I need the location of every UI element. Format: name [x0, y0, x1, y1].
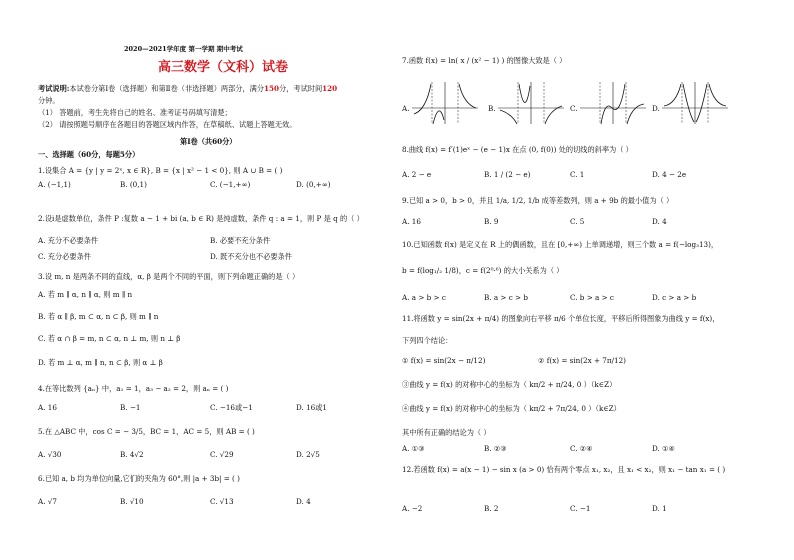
q11-option-d[interactable]: D. ①④ — [652, 444, 675, 453]
q5-option-d[interactable]: D. 2√5 — [296, 450, 320, 459]
volume-heading: 第Ⅰ卷（共60分） — [180, 137, 237, 146]
q7-stem: 7.函数 f(x) = ln( x / (x² − 1) ) 的图像大致是（ ） — [402, 56, 567, 65]
q2-option-c[interactable]: C. 充分必要条件 — [38, 252, 91, 261]
q7-option-d[interactable]: D. — [652, 104, 660, 113]
q8-option-b[interactable]: B. 1 / (2 − e) — [484, 170, 531, 179]
q4-option-c[interactable]: C. −16或−1 — [210, 403, 253, 412]
q1-option-b[interactable]: B. (0,1) — [120, 180, 147, 189]
q12-option-d[interactable]: D. 1 — [652, 504, 667, 513]
instructions-label: 考试说明: — [38, 84, 70, 93]
q11-statement-2: ② f(x) = sin(2x + 7π/12) — [538, 356, 626, 365]
q10-option-a[interactable]: A. a > b > c — [402, 293, 446, 302]
q12-option-c[interactable]: C. −1 — [570, 504, 591, 513]
q9-option-c[interactable]: C. 5 — [570, 217, 585, 226]
q4-option-a[interactable]: A. 16 — [38, 403, 57, 412]
q10-option-b[interactable]: B. a > c > b — [484, 293, 528, 302]
q6-option-b[interactable]: B. √10 — [120, 497, 144, 506]
q8-stem: 8.曲线 f(x) = f′(1)eˣ − (e − 1)x 在点 (0, f(0)) 处的切线的斜率为（ ） — [402, 145, 633, 154]
full-score: 150 — [264, 84, 280, 93]
q8-option-c[interactable]: C. 1 — [570, 170, 585, 179]
q11-option-a[interactable]: A. ①③ — [402, 444, 425, 453]
q11-option-b[interactable]: B. ②③ — [484, 444, 507, 453]
q10-option-c[interactable]: C. b > a > c — [570, 293, 614, 302]
q10-stem: 10.已知函数 f(x) 是定义在 R 上的偶函数，且在 [0,+∞) 上单调递增，则三个数 a = f(−log₃13)， — [402, 240, 719, 249]
q12-option-a[interactable]: A. −2 — [402, 504, 423, 513]
q1-stem: 1.设集合 A = {y | y = 2ˣ, x ∈ R}, B = {x | x² − 1 < 0}, 则 A ∪ B = ( ) — [38, 166, 283, 175]
q6-option-d[interactable]: D. 4 — [296, 497, 311, 506]
q11-statement-1: ① f(x) = sin(2x − π/12) — [402, 356, 486, 365]
q11-stem-2: 下列四个结论： — [402, 336, 453, 345]
q8-option-a[interactable]: A. 2 − e — [402, 170, 432, 179]
q4-stem: 4.在等比数列 {aₙ} 中，a₁ = 1，a₃ − a₂ = 2，则 aₙ = ( ) — [38, 384, 229, 393]
q5-option-a[interactable]: A. √30 — [38, 450, 62, 459]
q3-option-a[interactable]: A. 若 m ∥ α, n ∥ α, 则 m ∥ n — [38, 290, 133, 299]
q11-stem: 11.将函数 y = sin(2x + π/4) 的图象向右平移 π/6 个单位长度，平移后所得图象为曲线 y = f(x)， — [402, 314, 720, 323]
q9-option-d[interactable]: D. 4 — [652, 217, 667, 226]
q12-option-b[interactable]: B. 2 — [484, 504, 499, 513]
q7-graph-c[interactable] — [580, 80, 646, 126]
q11-option-c[interactable]: C. ②④ — [570, 444, 593, 453]
q2-option-d[interactable]: D. 既不充分也不必要条件 — [210, 252, 292, 261]
instructions-line-2: 分钟。 — [38, 96, 60, 105]
q9-option-b[interactable]: B. 9 — [484, 217, 499, 226]
q2-option-b[interactable]: B. 必要不充分条件 — [210, 236, 271, 245]
q5-option-b[interactable]: B. 4√2 — [120, 450, 144, 459]
q9-option-a[interactable]: A. 16 — [402, 217, 421, 226]
q7-graph-b[interactable] — [498, 80, 564, 126]
q1-option-d[interactable]: D. (0,+∞) — [296, 180, 331, 189]
instructions-item-2: （2） 请按照题号顺序在各题目的答题区域内作答，在草稿纸、试题上答题无效。 — [38, 120, 297, 129]
q8-option-d[interactable]: D. 4 − 2e — [652, 170, 687, 179]
q5-option-c[interactable]: C. √29 — [210, 450, 234, 459]
q1-option-a[interactable]: A. (−1,1) — [38, 180, 71, 189]
q2-stem: 2.设i是虚数单位，条件 P :复数 a − 1 + bi (a, b ∈ R) 是纯虚数，条件 q : a = 1，则 P 是 q 的（ ） — [38, 214, 364, 223]
q10-stem-2: b = f(log₁/₂ 1/8)，c = f(2⁰·⁶) 的大小关系为（ ） — [402, 266, 564, 275]
q7-graph-d[interactable] — [662, 80, 728, 126]
q7-graph-a[interactable] — [412, 80, 478, 126]
q3-option-c[interactable]: C. 若 α ∩ β = m, n ⊂ α, n ⊥ m, 则 n ⊥ β — [38, 334, 181, 343]
q1-option-c[interactable]: C. (−1,+∞) — [210, 180, 251, 189]
q10-option-d[interactable]: D. c > a > b — [652, 293, 697, 302]
q6-option-c[interactable]: C. √13 — [210, 497, 234, 506]
q11-statement-4: ④曲线 y = f(x) 的对称中心的坐标为（ kπ/2 + 7π/24, 0 ）（k∈Z） — [402, 404, 621, 413]
q11-statement-3: ③曲线 y = f(x) 的对称中心的坐标为（ kπ/2 + π/24, 0 ）（k∈Z） — [402, 380, 617, 389]
q3-option-b[interactable]: B. 若 α ∥ β, m ⊂ α, n ⊂ β, 则 m ∥ n — [38, 312, 159, 321]
year-line: 2020—2021学年度 第一学期 期中考试 — [124, 45, 243, 53]
q12-stem: 12.若函数 f(x) = a(x − 1) − sin x (a > 0) 恰有两个零点 x₁, x₂，且 x₁ < x₂，则 x₁ − tan x₁ = ( ) — [402, 465, 726, 474]
q9-stem: 9.已知 a > 0，b > 0，并且 1/a, 1/2, 1/b 成等差数列，则 a + 9b 的最小值为（ ） — [402, 196, 674, 205]
instructions-line-1: 考试说明:本试卷分第Ⅰ卷（选择题）和第Ⅱ卷（非选择题）两部分，满分150分，考试时间120 — [38, 84, 338, 93]
instructions-item-1: （1） 答题前，考生先将自己的姓名、准考证号码填写清楚； — [38, 108, 232, 117]
q2-option-a[interactable]: A. 充分不必要条件 — [38, 236, 99, 245]
q7-option-b[interactable]: B. — [488, 104, 496, 113]
exam-title: 高三数学（文科）试卷 — [158, 60, 289, 75]
q4-option-d[interactable]: D. 16或1 — [296, 403, 327, 412]
q7-option-a[interactable]: A. — [402, 104, 410, 113]
q3-stem: 3.设 m, n 是两条不同的直线，α, β 是两个不同的平面，则下列命题正确的是（ ） — [38, 272, 300, 281]
exam-time: 120 — [322, 84, 338, 93]
q7-option-c[interactable]: C. — [570, 104, 578, 113]
q3-option-d[interactable]: D. 若 m ⊥ α, m ∥ n, n ⊂ β, 则 α ⊥ β — [38, 358, 163, 367]
q5-stem: 5.在 △ABC 中，cos C = − 3/5，BC = 1，AC = 5，则 AB = ( ) — [38, 427, 255, 436]
q6-option-a[interactable]: A. √7 — [38, 497, 57, 506]
q4-option-b[interactable]: B. −1 — [120, 403, 141, 412]
q6-stem: 6.已知 a, b 均为单位向量,它们的夹角为 60°,则 |a + 3b| = ( ) — [38, 474, 240, 483]
section-heading: 一、选择题（60分，每题5分） — [38, 150, 140, 159]
q11-stem-3: 其中所有正确的结论为（ ） — [402, 428, 491, 437]
